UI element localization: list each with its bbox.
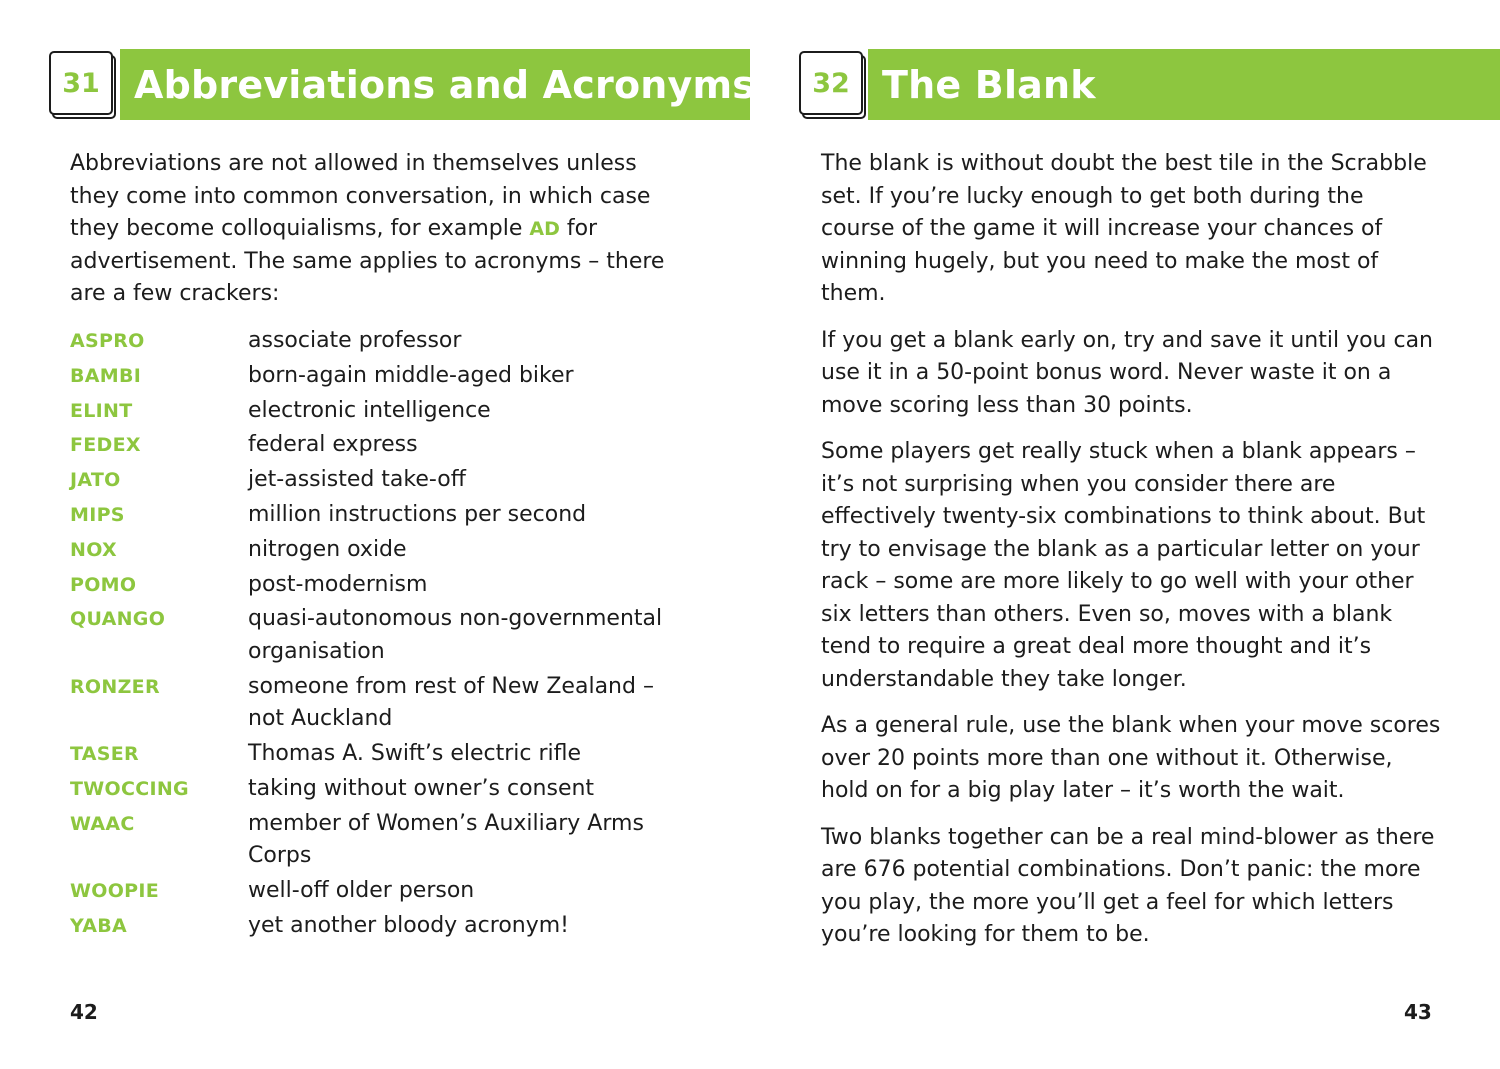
- section-number-tile: [799, 51, 865, 117]
- section-number: 31: [49, 51, 113, 115]
- acronym-row: [70, 325, 710, 358]
- section-header-bar: [868, 49, 1500, 120]
- intro-text-start: Abbreviations are not allowed in themselves unless they come into common conversation, in which case they become colloquialisms, for example: [70, 151, 651, 241]
- acronym-term: ASPRO: [70, 330, 145, 352]
- paragraph: If you get a blank early on, try and save it until you can use it in a 50-point bonus word. Never waste it on a move scoring less than 30 points.: [821, 327, 1434, 418]
- section-title: The Blank: [882, 62, 1096, 107]
- page-number: 43: [1404, 1000, 1432, 1024]
- acronym-row: [70, 464, 710, 497]
- acronym-term: YABA: [70, 914, 128, 937]
- acronym-definition: million instructions per second: [248, 501, 587, 527]
- acronym-term: RONZER: [70, 675, 160, 698]
- page-number: 42: [70, 1000, 98, 1024]
- acronym-definition: post-modernism: [248, 571, 428, 597]
- acronym-definition: quasi-autonomous non-governmental organisation: [248, 606, 663, 664]
- acronym-definition: someone from rest of New Zealand – not Auckland: [248, 673, 654, 732]
- intro-text-end: for advertisement. The same applies to acronyms – there are a few crackers:: [70, 216, 665, 306]
- acronym-definition: associate professor: [248, 328, 462, 353]
- acronym-row: [70, 671, 710, 736]
- section-number-tile: [49, 51, 115, 117]
- section-title: Abbreviations and Acronyms: [134, 62, 756, 107]
- acronym-term: ELINT: [70, 399, 133, 422]
- acronym-term: POMO: [70, 573, 137, 596]
- acronym-row: [70, 360, 710, 393]
- acronym-definition: Thomas A. Swift’s electric rifle: [248, 740, 582, 766]
- paragraph: As a general rule, use the blank when your move scores over 20 points more than one without it. Otherwise, hold on for a big play later – it’s worth the wait.: [821, 713, 1441, 803]
- acronym-term: BAMBI: [70, 364, 142, 387]
- section-number: 32: [799, 51, 863, 115]
- paragraph: The blank is without doubt the best tile in the Scrabble set. If you’re lucky enough to get both during the course of the game it will increase your chances of winning hugely, but you need to make the most of them.: [821, 151, 1427, 306]
- highlight-word: AD: [529, 218, 560, 240]
- acronym-row: [70, 429, 710, 462]
- section-header-bar: [120, 49, 756, 120]
- acronym-row: [70, 875, 710, 908]
- acronym-term: TASER: [70, 742, 139, 765]
- acronym-definition: yet another bloody acronym!: [248, 912, 569, 938]
- acronym-definition: federal express: [248, 432, 418, 458]
- paragraph: Two blanks together can be a real mind-blower as there are 676 potential combinations. Don’t panic: the more you play, the more you’ll get a feel for which letters you’re looking for them to be.: [821, 824, 1435, 947]
- intro-paragraph: [70, 148, 680, 311]
- acronym-row: [70, 569, 710, 602]
- acronym-definition: nitrogen oxide: [248, 536, 407, 562]
- acronym-term: QUANGO: [70, 608, 166, 631]
- right-page: [750, 0, 1500, 1069]
- acronym-term: TWOCCING: [70, 777, 189, 800]
- acronym-term: WAAC: [70, 812, 135, 835]
- acronym-row: [70, 738, 710, 771]
- acronym-row: [70, 499, 710, 532]
- acronym-row: [70, 534, 710, 567]
- acronym-definition: taking without owner’s consent: [248, 775, 595, 801]
- acronym-term: FEDEX: [70, 434, 141, 457]
- acronym-term: WOOPIE: [70, 879, 160, 902]
- body-text: [821, 148, 1441, 966]
- acronym-term: NOX: [70, 538, 117, 561]
- acronym-definition: jet-assisted take-off: [248, 467, 466, 493]
- acronym-row: [70, 808, 710, 873]
- acronym-row: [70, 603, 710, 668]
- acronym-term: JATO: [70, 469, 121, 492]
- acronym-row: [70, 910, 710, 943]
- acronym-term: MIPS: [70, 503, 125, 526]
- acronym-list: [70, 325, 710, 944]
- acronym-definition: born-again middle-aged biker: [248, 362, 574, 388]
- acronym-definition: well-off older person: [248, 877, 475, 903]
- acronym-definition: electronic intelligence: [248, 397, 491, 423]
- acronym-row: [70, 395, 710, 428]
- acronym-definition: member of Women’s Auxiliary Arms Corps: [248, 810, 644, 869]
- acronym-row: [70, 773, 710, 806]
- paragraph: Some players get really stuck when a blank appears – it’s not surprising when you consider there are effectively twenty-six combinations to think about. But try to envisage the blank as a particular letter on your rack – some are more likely to go well with your other six letters than others. Even so, moves with a blank tend to require a great deal more thought and it’s understandable they take longer.: [821, 439, 1426, 692]
